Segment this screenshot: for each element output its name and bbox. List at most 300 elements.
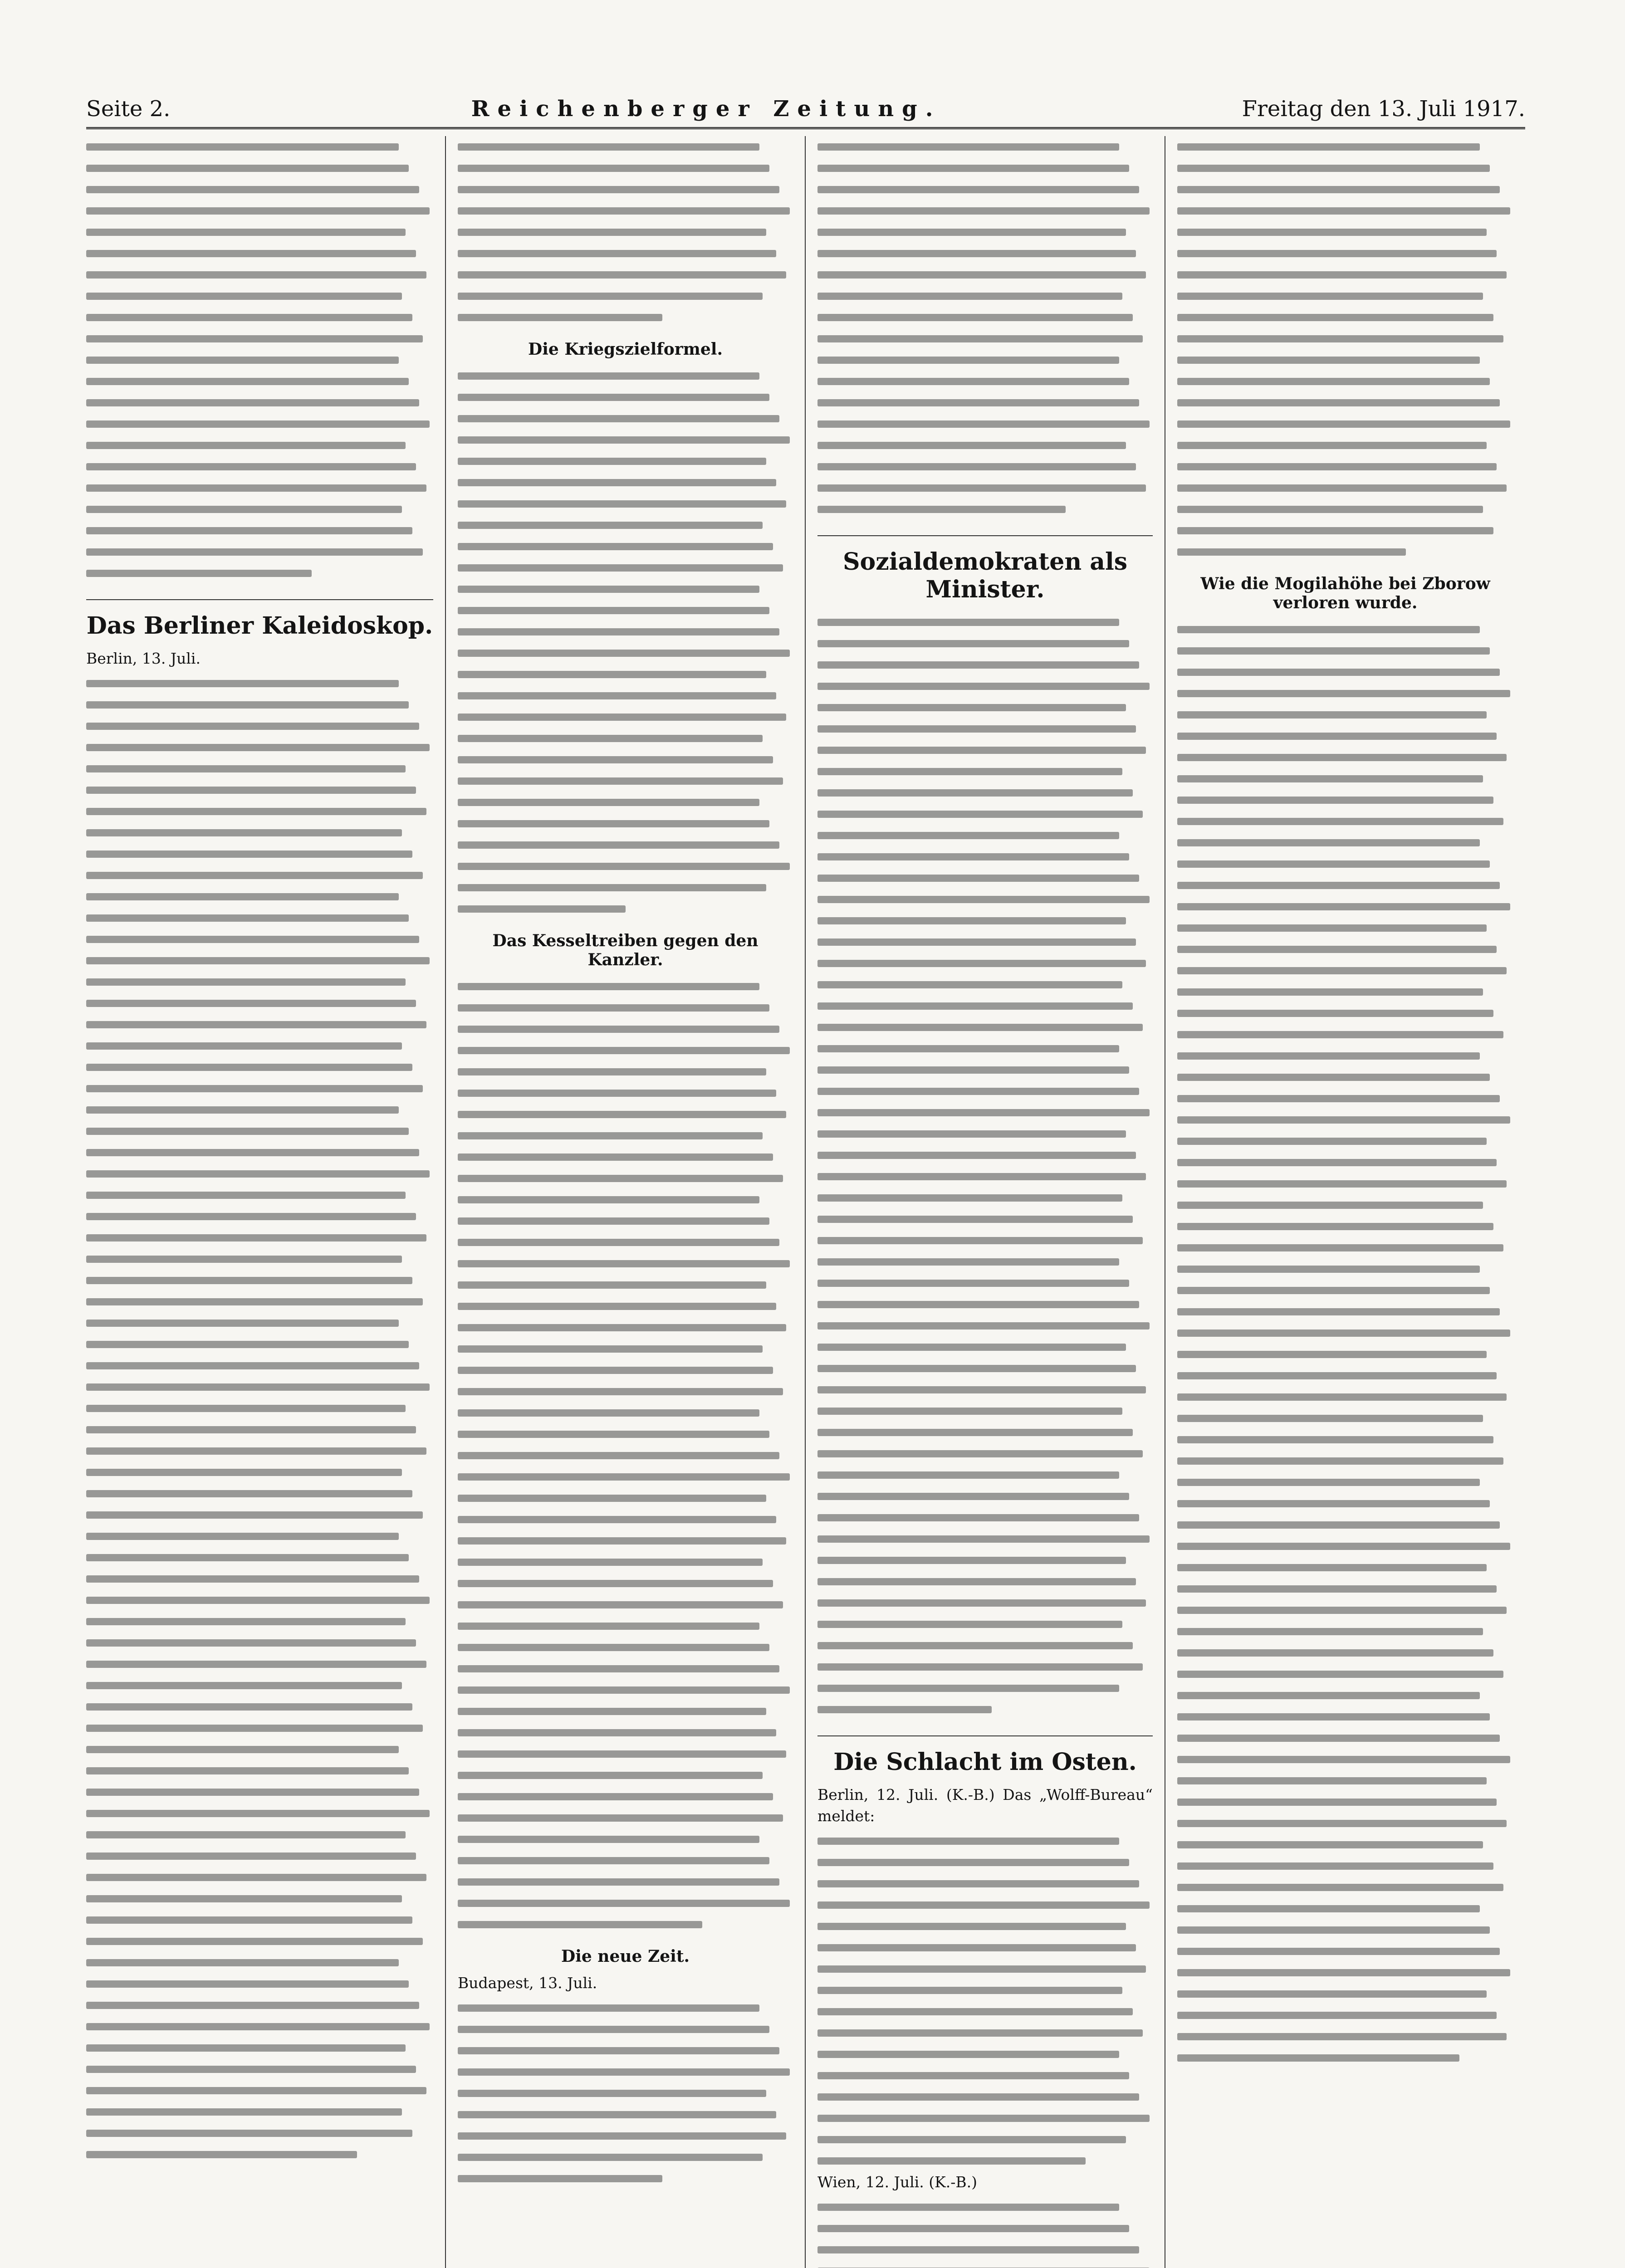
text-line <box>458 2125 793 2146</box>
text-line <box>458 1338 793 1359</box>
text-line <box>1177 477 1513 499</box>
text-line <box>86 1142 433 1163</box>
text-line <box>1177 1152 1513 1173</box>
text-line <box>86 349 433 371</box>
text-line <box>817 1422 1153 1443</box>
text-line <box>86 1099 433 1120</box>
text-block <box>86 136 433 584</box>
text-line <box>86 1078 433 1099</box>
column-2 <box>446 136 806 2268</box>
text-line <box>817 654 1153 675</box>
text-line <box>86 1675 433 1696</box>
text-line <box>1177 1322 1513 1344</box>
text-block <box>817 611 1153 1720</box>
text-line <box>86 2080 433 2101</box>
text-line <box>1177 1727 1513 1749</box>
text-line <box>817 995 1153 1017</box>
text-line <box>817 1699 1153 1720</box>
text-line <box>86 1973 433 1994</box>
text-line <box>817 846 1153 867</box>
text-line <box>458 1722 793 1743</box>
text-line <box>817 136 1153 157</box>
text-line <box>817 221 1153 243</box>
text-line <box>817 1571 1153 1592</box>
text-line <box>1177 2047 1513 2068</box>
text-line <box>86 1803 433 1824</box>
text-line <box>817 456 1153 477</box>
text-line <box>817 633 1153 654</box>
text-line <box>458 285 793 307</box>
text-line <box>1177 1514 1513 1535</box>
text-line <box>86 992 433 1014</box>
text-line <box>817 675 1153 697</box>
text-line <box>458 1040 793 1061</box>
text-line <box>458 179 793 200</box>
text-line <box>458 1871 793 1892</box>
text-line <box>458 307 793 328</box>
text-block <box>817 1830 1153 2171</box>
text-line <box>1177 1663 1513 1685</box>
text-line <box>86 1739 433 1760</box>
text-line <box>1177 832 1513 853</box>
text-line <box>1177 853 1513 875</box>
text-line <box>86 2058 433 2080</box>
text-line <box>817 1486 1153 1507</box>
text-line <box>458 1850 793 1871</box>
text-line <box>817 1635 1153 1656</box>
text-line <box>817 825 1153 846</box>
text-line <box>1177 1408 1513 1429</box>
text-line <box>86 1525 433 1547</box>
text-line <box>458 2146 793 2168</box>
text-line <box>817 2129 1153 2150</box>
text-line <box>86 1568 433 1589</box>
text-line <box>1177 392 1513 413</box>
text-line <box>458 1189 793 1210</box>
text-line <box>458 1232 793 1253</box>
text-line <box>817 2001 1153 2022</box>
text-line <box>817 1852 1153 1873</box>
text-line <box>817 761 1153 782</box>
text-line <box>86 200 433 221</box>
text-line <box>1177 725 1513 747</box>
text-line <box>1177 1535 1513 1557</box>
text-line <box>458 557 793 578</box>
text-line <box>86 1291 433 1312</box>
text-line <box>817 477 1153 499</box>
text-line <box>458 1445 793 1466</box>
text-line <box>817 1443 1153 1464</box>
text-line <box>86 562 433 584</box>
text-line <box>1177 136 1513 157</box>
text-line <box>458 976 793 997</box>
text-line <box>86 1888 433 1909</box>
text-line <box>1177 371 1513 392</box>
text-line <box>86 1994 433 2016</box>
text-line <box>86 907 433 929</box>
text-line <box>1177 1621 1513 1642</box>
text-line <box>1177 1088 1513 1109</box>
masthead <box>86 91 1525 129</box>
text-line <box>817 1336 1153 1358</box>
text-line <box>86 264 433 285</box>
text-line <box>458 1082 793 1104</box>
text-line <box>458 2019 793 2040</box>
text-line <box>458 1551 793 1573</box>
text-line <box>86 1760 433 1781</box>
text-line <box>86 1781 433 1803</box>
text-line <box>458 2082 793 2104</box>
text-line <box>458 770 793 792</box>
text-line <box>86 779 433 801</box>
text-line <box>86 221 433 243</box>
text-line <box>458 1509 793 1530</box>
text-line <box>86 1867 433 1888</box>
text-line <box>86 1483 433 1504</box>
text-line <box>1177 747 1513 768</box>
text-line <box>1177 499 1513 520</box>
text-line <box>1177 960 1513 981</box>
column-4 <box>1165 136 1525 2268</box>
text-line <box>86 1696 433 1717</box>
text-line <box>817 739 1153 761</box>
text-line <box>86 929 433 950</box>
text-line <box>458 472 793 493</box>
text-line <box>1177 307 1513 328</box>
text-line <box>1177 1471 1513 1493</box>
text-line <box>458 813 793 834</box>
text-line <box>1177 1450 1513 1471</box>
text-line <box>86 456 433 477</box>
text-line <box>86 1504 433 1525</box>
text-block <box>817 136 1153 520</box>
column-3 <box>806 136 1165 2268</box>
text-line <box>1177 1024 1513 1045</box>
text-line <box>817 1059 1153 1080</box>
text-line <box>86 1632 433 1653</box>
text-line <box>1177 456 1513 477</box>
text-line <box>458 1061 793 1082</box>
text-line <box>458 706 793 728</box>
text-line <box>458 1637 793 1658</box>
text-line <box>817 1592 1153 1613</box>
section-subheading: Wie die Mogilahöhe bei Zborow verloren wurde. <box>1200 574 1490 612</box>
text-line <box>817 1358 1153 1379</box>
text-line <box>1177 328 1513 349</box>
text-line <box>817 2150 1153 2171</box>
text-line <box>1177 349 1513 371</box>
text-line <box>86 499 433 520</box>
text-line <box>817 1958 1153 1980</box>
text-line <box>817 1251 1153 1272</box>
article-dateline: Berlin, 13. Juli. <box>86 650 201 667</box>
text-line <box>86 1248 433 1270</box>
text-line <box>817 328 1153 349</box>
text-line <box>1177 157 1513 179</box>
text-line <box>817 1677 1153 1699</box>
text-line <box>458 221 793 243</box>
text-line <box>1177 2026 1513 2047</box>
text-line <box>86 1270 433 1291</box>
text-line <box>86 371 433 392</box>
text-line <box>817 2086 1153 2107</box>
text-line <box>817 499 1153 520</box>
text-line <box>817 1208 1153 1230</box>
text-line <box>86 435 433 456</box>
text-line <box>1177 1791 1513 1813</box>
text-line <box>817 1017 1153 1038</box>
text-line <box>1177 1919 1513 1941</box>
text-line <box>458 450 793 472</box>
text-line <box>86 413 433 435</box>
text-line <box>458 1253 793 1274</box>
text-line <box>86 1184 433 1206</box>
text-line <box>86 520 433 541</box>
text-line <box>817 1873 1153 1894</box>
text-line <box>1177 1962 1513 1983</box>
text-line <box>817 889 1153 910</box>
text-line <box>1177 520 1513 541</box>
text-line <box>86 392 433 413</box>
text-line <box>458 1381 793 1402</box>
text-line <box>458 1679 793 1701</box>
text-line <box>1177 1429 1513 1450</box>
text-line <box>817 1187 1153 1208</box>
text-line <box>1177 789 1513 811</box>
text-line <box>86 2101 433 2122</box>
article-heading: Das Berliner Kaleidoskop. <box>86 599 433 640</box>
text-line <box>1177 541 1513 562</box>
text-line <box>458 1786 793 1807</box>
text-line <box>1177 1386 1513 1408</box>
text-line <box>86 285 433 307</box>
text-line <box>1177 1216 1513 1237</box>
text-line <box>458 1274 793 1295</box>
text-line <box>458 365 793 386</box>
text-line <box>86 1909 433 1931</box>
text-line <box>817 611 1153 633</box>
text-line <box>1177 1344 1513 1365</box>
text-line <box>817 1400 1153 1422</box>
text-line <box>458 1104 793 1125</box>
text-line <box>458 1359 793 1381</box>
text-line <box>817 1272 1153 1294</box>
text-line <box>1177 768 1513 789</box>
text-line <box>1177 1280 1513 1301</box>
text-line <box>817 1144 1153 1166</box>
text-line <box>86 243 433 264</box>
text-line <box>1177 1642 1513 1663</box>
text-line <box>86 886 433 907</box>
text-line <box>458 1487 793 1509</box>
text-line <box>1177 661 1513 683</box>
text-line <box>458 749 793 770</box>
text-line <box>458 621 793 642</box>
text-line <box>458 1530 793 1551</box>
text-line <box>458 1125 793 1146</box>
text-line <box>458 386 793 408</box>
text-line <box>458 728 793 749</box>
text-line <box>817 243 1153 264</box>
text-line <box>458 1146 793 1168</box>
issue-date: Freitag den 13. Juli 1917. <box>1242 96 1525 122</box>
text-line <box>86 1163 433 1184</box>
text-line <box>817 1315 1153 1336</box>
text-line <box>86 865 433 886</box>
text-line <box>86 1824 433 1845</box>
text-line <box>86 1056 433 1078</box>
text-line <box>458 600 793 621</box>
text-line <box>86 179 433 200</box>
section-subheading: Die Kriegszielformel. <box>528 340 723 359</box>
text-line <box>817 803 1153 825</box>
article-dateline: Berlin, 12. Juli. (K.-B.) Das „Wolff-Bureau“ meldet: <box>817 1786 1153 1825</box>
article-dateline: Wien, 12. Juli. (K.-B.) <box>817 2173 977 2191</box>
text-line <box>1177 1855 1513 1877</box>
text-block <box>1177 136 1513 562</box>
text-line <box>458 578 793 600</box>
text-line <box>817 2065 1153 2086</box>
text-line <box>1177 896 1513 917</box>
text-block <box>458 365 793 919</box>
text-line <box>86 136 433 157</box>
text-line <box>86 1419 433 1440</box>
text-line <box>1177 200 1513 221</box>
text-line <box>86 1014 433 1035</box>
text-line <box>1177 243 1513 264</box>
text-line <box>86 1312 433 1334</box>
text-line <box>1177 981 1513 1002</box>
text-line <box>817 1230 1153 1251</box>
text-line <box>86 715 433 737</box>
text-line <box>86 1334 433 1355</box>
text-line <box>1177 413 1513 435</box>
text-line <box>458 1466 793 1487</box>
text-line <box>1177 1706 1513 1727</box>
text-block <box>1177 619 1513 2068</box>
text-line <box>1177 1493 1513 1514</box>
text-line <box>458 1573 793 1594</box>
text-line <box>86 328 433 349</box>
article-heading: Sozialdemokraten als Minister. <box>817 535 1153 603</box>
text-line <box>1177 1685 1513 1706</box>
text-line <box>817 1507 1153 1528</box>
text-line <box>86 950 433 971</box>
text-line <box>86 1931 433 1952</box>
text-line <box>1177 1130 1513 1152</box>
text-line <box>458 1402 793 1423</box>
column-1 <box>86 136 446 2268</box>
text-line <box>817 413 1153 435</box>
text-line <box>1177 1599 1513 1621</box>
text-line <box>817 1123 1153 1144</box>
text-columns <box>86 136 1525 2191</box>
text-line <box>1177 221 1513 243</box>
text-line <box>1177 2004 1513 2026</box>
text-line <box>817 953 1153 974</box>
text-line <box>458 1997 793 2019</box>
text-line <box>1177 1173 1513 1194</box>
text-line <box>1177 704 1513 725</box>
text-line <box>86 1355 433 1376</box>
text-line <box>458 642 793 664</box>
text-line <box>458 1828 793 1850</box>
text-line <box>817 782 1153 803</box>
text-line <box>86 843 433 865</box>
text-line <box>817 1080 1153 1102</box>
text-line <box>817 2107 1153 2129</box>
text-line <box>86 1952 433 1973</box>
text-line <box>86 1547 433 1568</box>
text-line <box>817 2218 1153 2239</box>
text-line <box>1177 1877 1513 1898</box>
text-block <box>458 136 793 328</box>
text-line <box>86 1461 433 1483</box>
text-line <box>458 1658 793 1679</box>
text-line <box>1177 1194 1513 1216</box>
text-line <box>86 2122 433 2144</box>
text-line <box>458 1765 793 1786</box>
text-line <box>817 392 1153 413</box>
text-line <box>817 931 1153 953</box>
text-line <box>458 2168 793 2189</box>
text-line <box>458 264 793 285</box>
text-line <box>817 1102 1153 1123</box>
text-line <box>86 157 433 179</box>
text-line <box>817 200 1153 221</box>
text-line <box>86 971 433 992</box>
text-line <box>458 1018 793 1040</box>
text-line <box>817 307 1153 328</box>
text-line <box>86 1120 433 1142</box>
text-line <box>817 2260 1153 2268</box>
text-line <box>817 2196 1153 2218</box>
text-line <box>817 1894 1153 1916</box>
text-line <box>458 2061 793 2082</box>
text-line <box>86 1845 433 1867</box>
text-line <box>86 1035 433 1056</box>
text-line <box>86 1398 433 1419</box>
text-line <box>458 1594 793 1615</box>
text-block <box>458 1997 793 2189</box>
text-line <box>458 997 793 1018</box>
text-line <box>86 1376 433 1398</box>
text-line <box>86 801 433 822</box>
text-line <box>817 1656 1153 1677</box>
text-line <box>458 157 793 179</box>
article-heading: Die Schlacht im Osten. <box>817 1735 1153 1776</box>
text-line <box>458 1423 793 1445</box>
text-line <box>458 664 793 685</box>
text-line <box>817 1038 1153 1059</box>
text-line <box>1177 1813 1513 1834</box>
text-line <box>1177 1301 1513 1322</box>
text-line <box>817 157 1153 179</box>
text-line <box>817 1549 1153 1571</box>
text-line <box>86 1611 433 1632</box>
text-line <box>817 371 1153 392</box>
text-line <box>1177 683 1513 704</box>
text-line <box>458 1743 793 1765</box>
text-line <box>458 834 793 855</box>
text-line <box>86 1440 433 1461</box>
text-line <box>817 1916 1153 1937</box>
text-line <box>1177 640 1513 661</box>
text-line <box>458 1892 793 1914</box>
text-line <box>458 685 793 706</box>
text-line <box>1177 917 1513 938</box>
text-line <box>817 1166 1153 1187</box>
